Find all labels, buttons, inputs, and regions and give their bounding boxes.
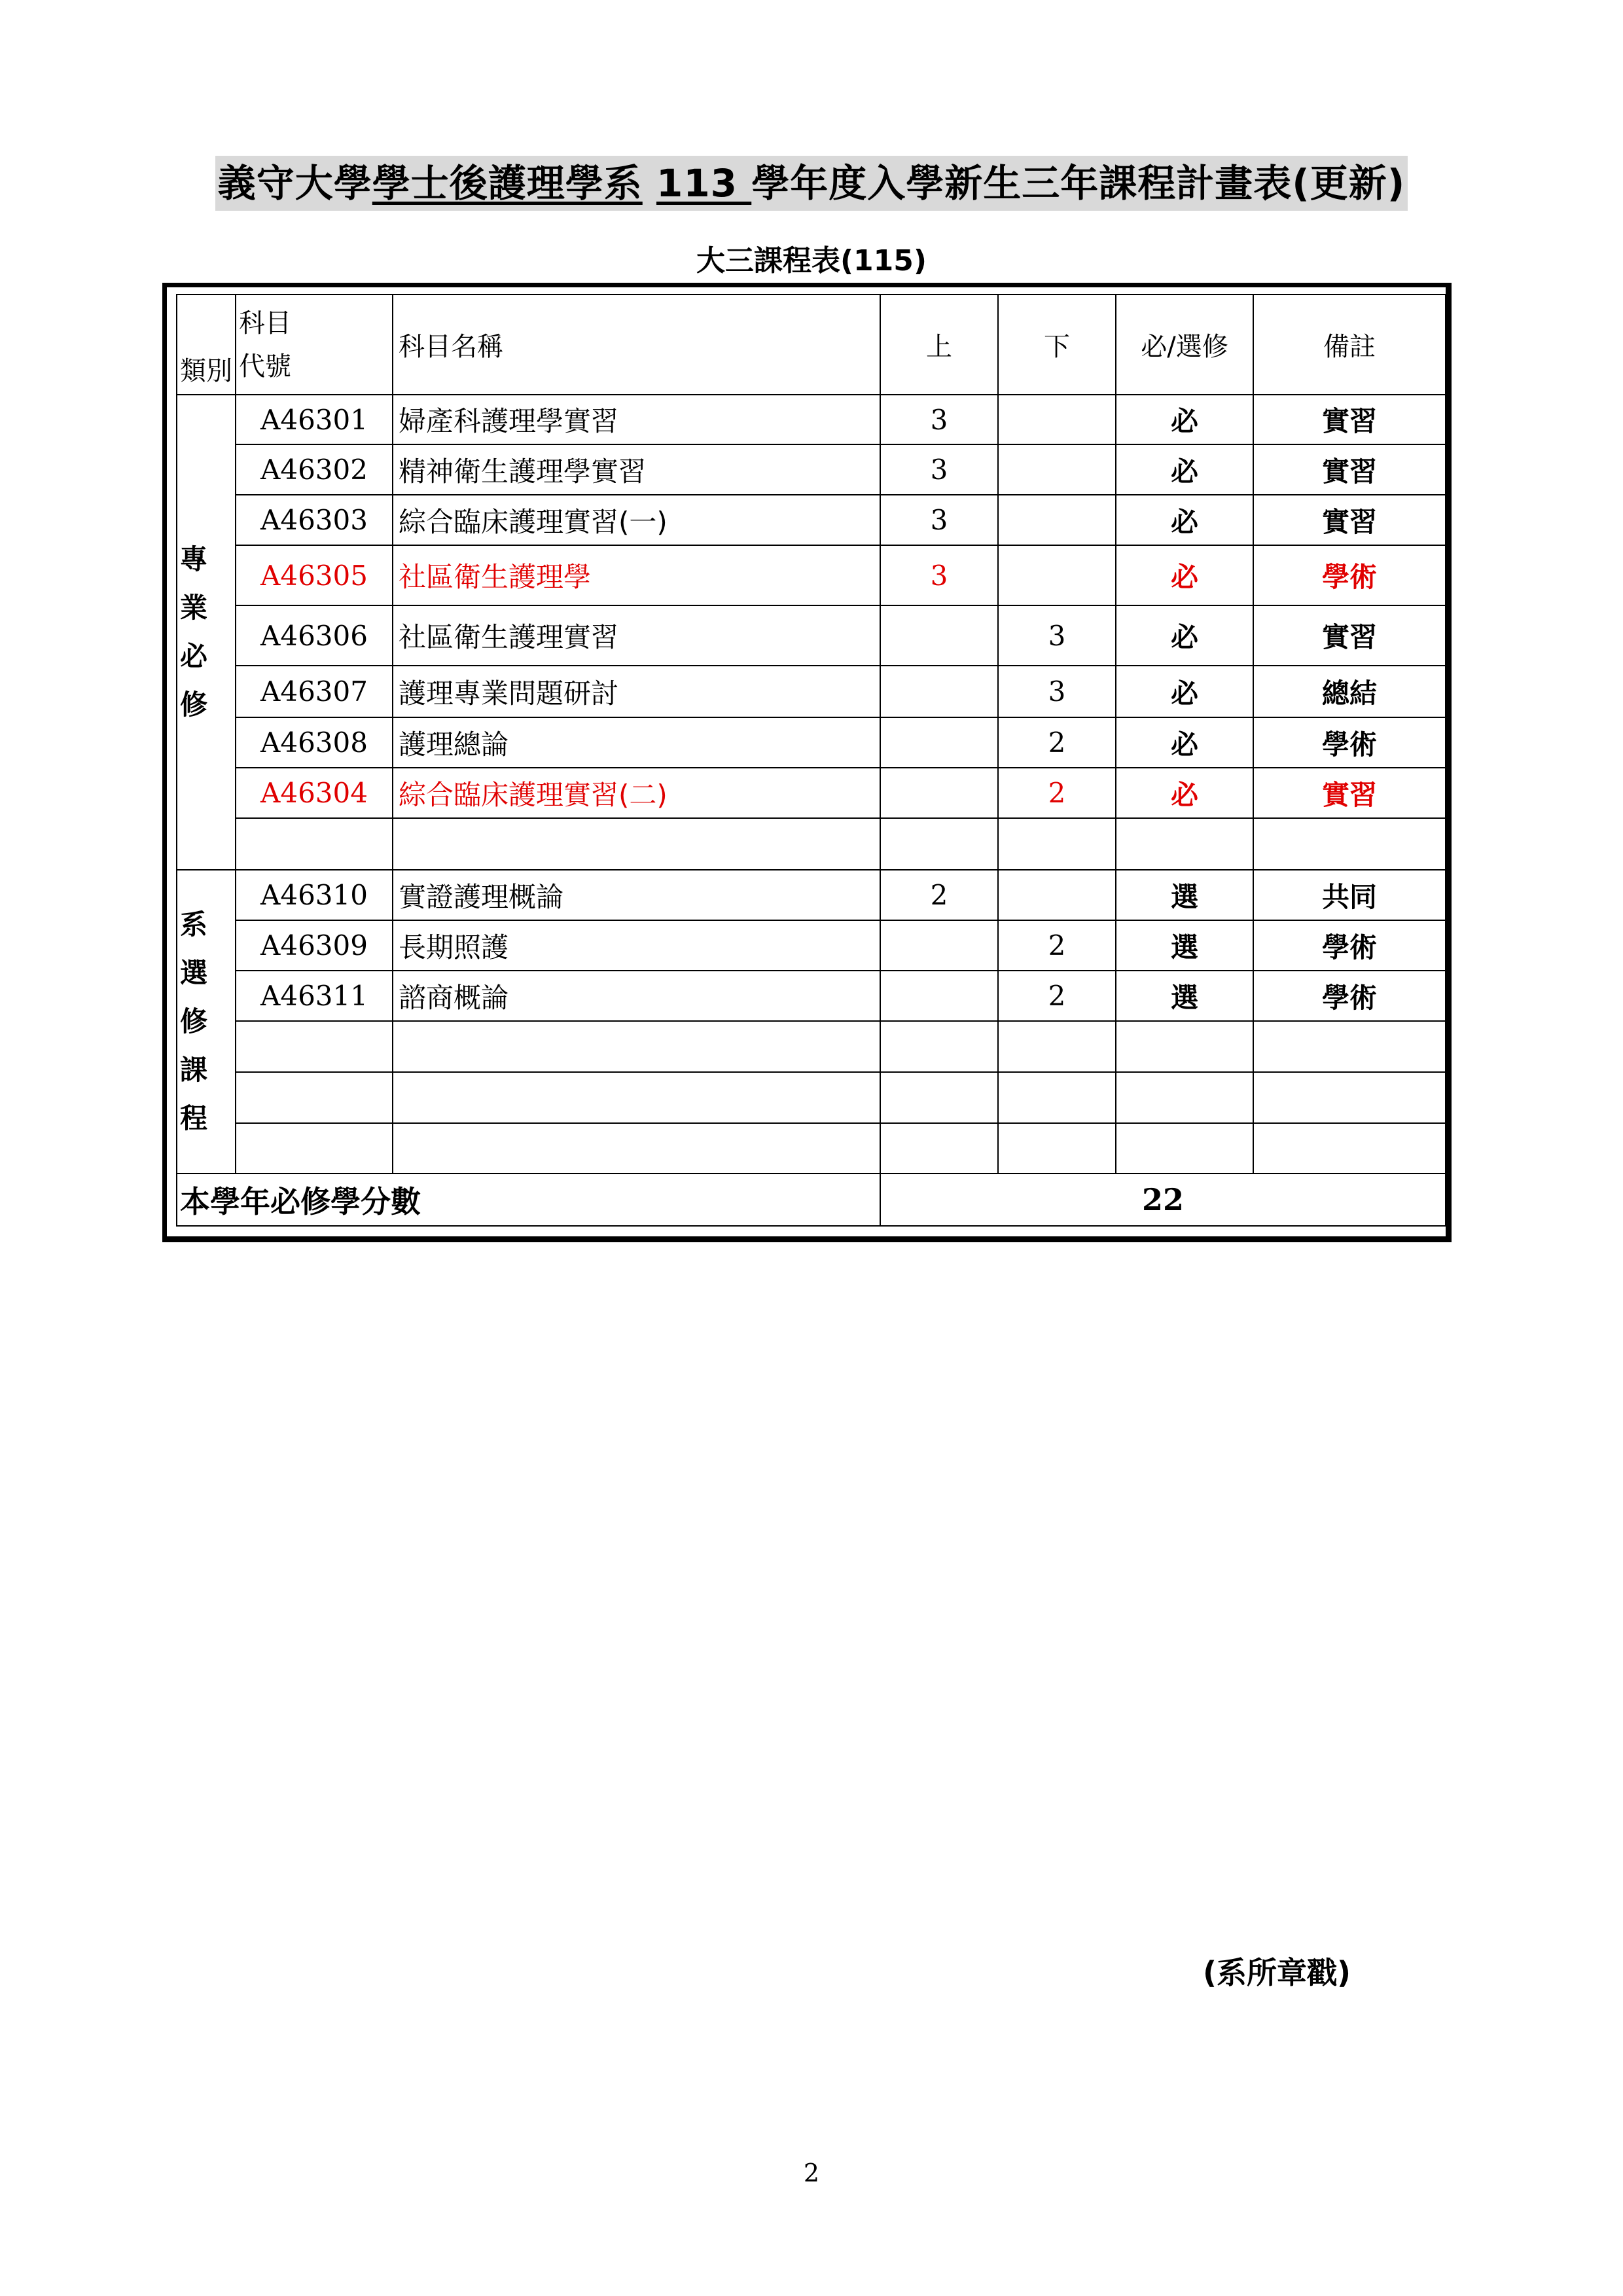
course-note: 總結: [1253, 666, 1446, 717]
title-part-year: 113: [656, 161, 752, 206]
required-row: [177, 717, 1446, 768]
course-type: [1116, 818, 1253, 870]
header-course-type: 必/選修: [1116, 295, 1253, 395]
course-name: [393, 1021, 880, 1072]
course-note: [1253, 818, 1446, 870]
required-row: [177, 545, 1446, 605]
header-note: 備註: [1253, 295, 1446, 395]
required-row: [177, 395, 1446, 444]
course-code: [236, 1072, 393, 1123]
first-semester-credits: [880, 666, 998, 717]
course-name: [393, 1123, 880, 1174]
category-required-char: 必: [180, 640, 208, 672]
first-semester-credits: 3: [880, 395, 998, 444]
course-type: 必: [1116, 444, 1253, 495]
course-type: 選: [1116, 920, 1253, 971]
first-semester-credits: [880, 1123, 998, 1174]
course-code: A46304: [236, 768, 393, 818]
second-semester-credits: [998, 545, 1116, 605]
second-semester-credits: [998, 444, 1116, 495]
course-type: 選: [1116, 870, 1253, 920]
second-semester-credits: 2: [998, 768, 1116, 818]
first-semester-credits: 3: [880, 495, 998, 545]
course-name: 諮商概論: [393, 971, 880, 1021]
second-semester-credits: 2: [998, 920, 1116, 971]
course-code: A46307: [236, 666, 393, 717]
course-type: 必: [1116, 545, 1253, 605]
course-name: 實證護理概論: [393, 870, 880, 920]
total-credits-value: 22: [880, 1174, 1446, 1226]
course-type: 必: [1116, 495, 1253, 545]
course-table-frame: [162, 283, 1452, 1242]
course-name: 綜合臨床護理實習(二): [393, 768, 880, 818]
course-name: 社區衛生護理學: [393, 545, 880, 605]
title-part-space: [643, 161, 656, 206]
second-semester-credits: [998, 1123, 1116, 1174]
second-semester-credits: 3: [998, 605, 1116, 666]
first-semester-credits: [880, 818, 998, 870]
course-table: [176, 294, 1446, 1227]
course-note: 實習: [1253, 444, 1446, 495]
required-row: [177, 818, 1446, 870]
first-semester-credits: [880, 605, 998, 666]
required-row: [177, 444, 1446, 495]
course-code: A46302: [236, 444, 393, 495]
category-required-char: 修: [180, 689, 208, 721]
table-header-row: [177, 295, 1446, 395]
second-semester-credits: [998, 1021, 1116, 1072]
course-code: A46301: [236, 395, 393, 444]
course-code: [236, 1123, 393, 1174]
first-semester-credits: [880, 717, 998, 768]
document-title: [215, 156, 1408, 211]
course-type: [1116, 1123, 1253, 1174]
course-name: 護理專業問題研討: [393, 666, 880, 717]
page-number: 2: [803, 2159, 820, 2187]
course-name: 綜合臨床護理實習(一): [393, 495, 880, 545]
header-code: [236, 295, 393, 395]
second-semester-credits: [998, 818, 1116, 870]
course-code: A46311: [236, 971, 393, 1021]
second-semester-credits: 2: [998, 971, 1116, 1021]
total-credits-label: 本學年必修學分數: [177, 1174, 880, 1226]
course-note: 共同: [1253, 870, 1446, 920]
course-type: 必: [1116, 666, 1253, 717]
total-credits-row: [177, 1174, 1446, 1226]
first-semester-credits: 2: [880, 870, 998, 920]
course-type: 必: [1116, 717, 1253, 768]
course-code: A46306: [236, 605, 393, 666]
elective-row: [177, 971, 1446, 1021]
second-semester-credits: 2: [998, 717, 1116, 768]
header-code-line1: 科目: [239, 308, 291, 338]
category-elective-char: 選: [180, 957, 208, 989]
course-name: 婦產科護理學實習: [393, 395, 880, 444]
first-semester-credits: 3: [880, 444, 998, 495]
course-code: A46303: [236, 495, 393, 545]
table-subtitle: 大三課程表(115): [696, 244, 927, 278]
course-note: 學術: [1253, 971, 1446, 1021]
header-name: 科目名稱: [393, 295, 880, 395]
course-code: A46305: [236, 545, 393, 605]
course-type: 必: [1116, 768, 1253, 818]
course-name: 精神衛生護理學實習: [393, 444, 880, 495]
category-elective-char: 程: [180, 1102, 208, 1134]
elective-row: [177, 1123, 1446, 1174]
first-semester-credits: [880, 971, 998, 1021]
header-code-line2: 代號: [239, 351, 291, 382]
course-code: A46308: [236, 717, 393, 768]
course-note: [1253, 1123, 1446, 1174]
course-note: [1253, 1072, 1446, 1123]
course-note: 學術: [1253, 717, 1446, 768]
first-semester-credits: [880, 768, 998, 818]
required-row: [177, 495, 1446, 545]
course-name: 社區衛生護理實習: [393, 605, 880, 666]
elective-row: [177, 1021, 1446, 1072]
course-code: [236, 818, 393, 870]
document-title-wrapper: [0, 156, 1623, 211]
header-category: 類別: [177, 295, 236, 395]
second-semester-credits: [998, 395, 1116, 444]
category-elective: [177, 870, 236, 1174]
category-elective-char: 課: [180, 1054, 208, 1086]
first-semester-credits: [880, 1072, 998, 1123]
title-part-school: 義守大學: [217, 161, 372, 206]
elective-row: [177, 870, 1446, 920]
elective-row: [177, 1072, 1446, 1123]
course-note: 實習: [1253, 495, 1446, 545]
course-note: 學術: [1253, 920, 1446, 971]
category-required: [177, 395, 236, 870]
course-note: 實習: [1253, 605, 1446, 666]
course-code: A46309: [236, 920, 393, 971]
required-row: [177, 666, 1446, 717]
course-type: 選: [1116, 971, 1253, 1021]
course-note: 學術: [1253, 545, 1446, 605]
category-elective-char: 系: [180, 908, 208, 941]
header-second-semester: 下: [998, 295, 1116, 395]
category-required-char: 業: [180, 592, 208, 624]
department-seal-label: (系所章戳): [1203, 1955, 1351, 1990]
category-required-char: 專: [180, 543, 208, 575]
course-type: 必: [1116, 605, 1253, 666]
second-semester-credits: [998, 495, 1116, 545]
title-part-department: 學士後護理學系: [372, 161, 643, 206]
first-semester-credits: 3: [880, 545, 998, 605]
header-first-semester: 上: [880, 295, 998, 395]
required-row: [177, 605, 1446, 666]
course-type: 必: [1116, 395, 1253, 444]
course-name: 長期照護: [393, 920, 880, 971]
required-row: [177, 768, 1446, 818]
first-semester-credits: [880, 1021, 998, 1072]
course-note: [1253, 1021, 1446, 1072]
course-name: 護理總論: [393, 717, 880, 768]
course-name: [393, 818, 880, 870]
course-note: 實習: [1253, 768, 1446, 818]
course-code: [236, 1021, 393, 1072]
second-semester-credits: [998, 1072, 1116, 1123]
course-type: [1116, 1021, 1253, 1072]
category-elective-char: 修: [180, 1005, 208, 1037]
first-semester-credits: [880, 920, 998, 971]
course-name: [393, 1072, 880, 1123]
second-semester-credits: 3: [998, 666, 1116, 717]
course-type: [1116, 1072, 1253, 1123]
title-part-rest: 學年度入學新生三年課程計畫表(更新): [751, 161, 1406, 206]
second-semester-credits: [998, 870, 1116, 920]
course-code: A46310: [236, 870, 393, 920]
elective-row: [177, 920, 1446, 971]
course-note: 實習: [1253, 395, 1446, 444]
